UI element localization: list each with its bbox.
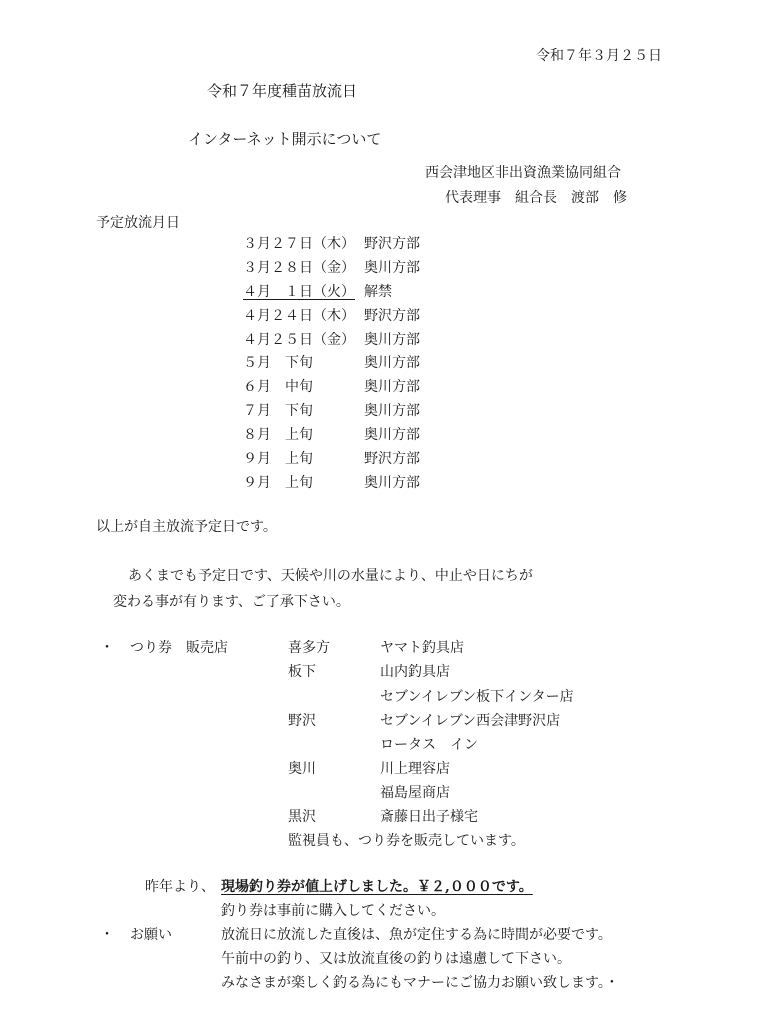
schedule-place: 奥川方部 <box>364 403 420 419</box>
organization-name: 西会津地区非出資漁業協同組合 <box>425 165 621 181</box>
schedule-place: 解禁 <box>364 284 392 300</box>
request-line: 放流日に放流した直後は、魚が定住する為に時間が必要です。 <box>221 927 612 943</box>
shop-name: ヤマト釣具店 <box>380 640 464 656</box>
request-line: 午前中の釣り、又は放流直後の釣りは遠慮して下さい。 <box>221 951 571 967</box>
schedule-date: ６月 中旬 <box>243 379 313 395</box>
schedule-date: ３月２７日（木） <box>243 236 355 252</box>
schedule-date: ４月 １日（火） <box>243 284 355 300</box>
document-title: 令和７年度種苗放流日 <box>207 82 358 100</box>
shop-name: ロータス イン <box>380 737 478 753</box>
schedule-date: ４月２４日（木） <box>243 308 355 324</box>
shop-name: 福島屋商店 <box>380 785 450 801</box>
shop-area: 黒沢 <box>288 809 316 825</box>
schedule-place: 奥川方部 <box>364 427 420 443</box>
representative-name: 代表理事 組合長 渡部 修 <box>445 190 627 206</box>
shop-name: 斎藤日出子様宅 <box>380 809 478 825</box>
shops-label: つり券 販売店 <box>130 640 228 656</box>
shop-name: セブンイレブン西会津野沢店 <box>380 713 561 729</box>
schedule-place: 野沢方部 <box>364 308 420 324</box>
document-subtitle: インターネット開示について <box>188 130 382 148</box>
schedule-place: 奥川方部 <box>364 332 420 348</box>
schedule-date: ３月２８日（金） <box>243 260 355 276</box>
schedule-place: 野沢方部 <box>364 451 420 467</box>
document-date: 令和７年３月２５日 <box>536 48 662 64</box>
shop-area: 奥川 <box>288 761 316 777</box>
notice-line-1: あくまでも予定日です、天候や川の水量により、中止や日にちが <box>128 568 533 584</box>
summary-text: 以上が自主放流予定日です。 <box>96 519 277 535</box>
schedule-place: 奥川方部 <box>364 475 420 491</box>
shop-name: 川上理容店 <box>380 761 450 777</box>
shops-note: 監視員も、つり券を販売しています。 <box>288 833 525 849</box>
schedule-date: ９月 上旬 <box>243 451 313 467</box>
schedule-date: ７月 下旬 <box>243 403 313 419</box>
schedule-date: ８月 上旬 <box>243 427 313 443</box>
price-advance-note: 釣り券は事前に購入してください。 <box>221 903 445 919</box>
shops-bullet: ・ <box>100 640 114 656</box>
schedule-date: ５月 下旬 <box>243 355 313 371</box>
shop-name: 山内釣具店 <box>380 664 450 680</box>
schedule-place: 奥川方部 <box>364 260 420 276</box>
request-bullet: ・ <box>100 927 114 943</box>
schedule-date: ４月２５日（金） <box>243 332 355 348</box>
price-prefix: 昨年より、 <box>145 879 215 895</box>
schedule-place: 奥川方部 <box>364 379 420 395</box>
schedule-date: ９月 上旬 <box>243 475 313 491</box>
schedule-heading: 予定放流月日 <box>96 215 180 231</box>
request-line: みなさまが楽しく釣る為にもマナーにご協力お願い致します。・ <box>221 975 619 991</box>
shop-area: 喜多方 <box>288 640 330 656</box>
shop-name: セブンイレブン板下インター店 <box>380 689 574 705</box>
notice-line-2: 変わる事が有ります、ご了承下さい。 <box>113 594 350 610</box>
shop-area: 板下 <box>288 664 316 680</box>
schedule-place: 野沢方部 <box>364 236 420 252</box>
price-highlight: 現場釣り券が値上げしました。￥２,０００です。 <box>221 879 533 895</box>
shop-area: 野沢 <box>288 713 316 729</box>
schedule-place: 奥川方部 <box>364 355 420 371</box>
request-label: お願い <box>130 927 172 943</box>
